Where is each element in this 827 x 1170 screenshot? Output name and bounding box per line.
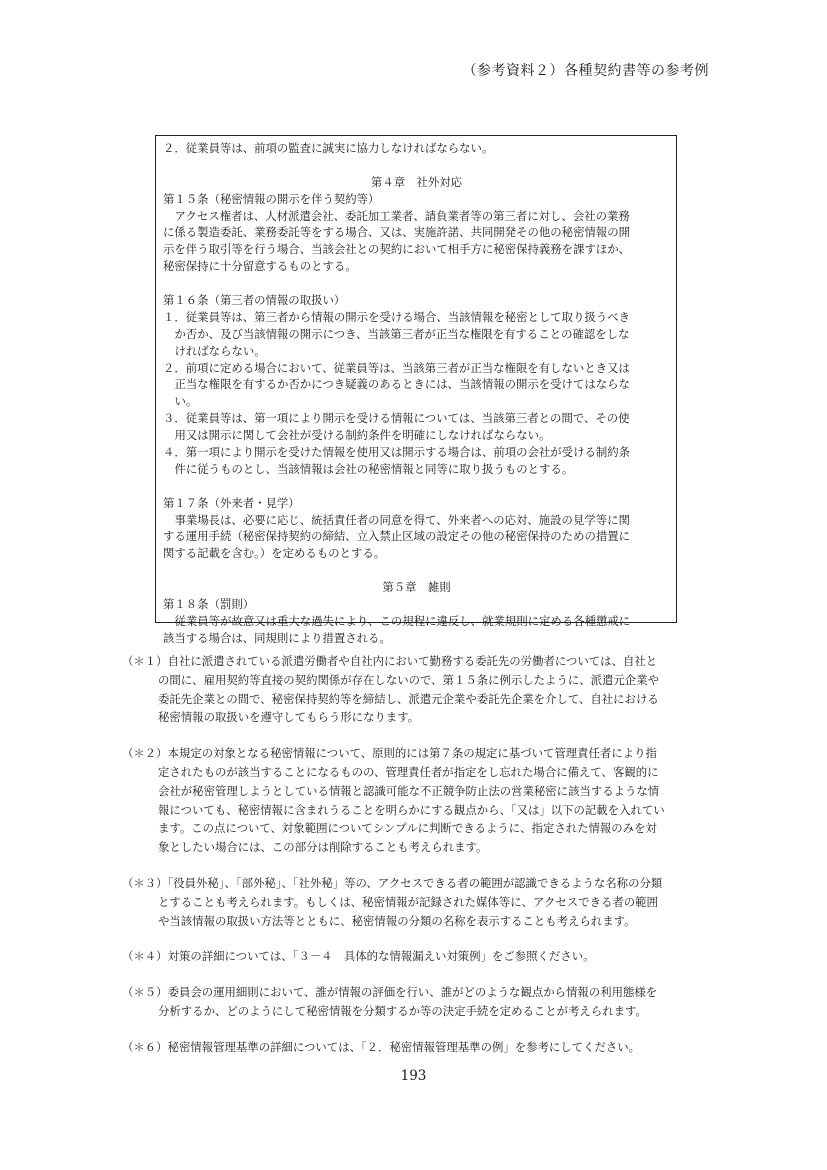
page-number: 193 bbox=[400, 1068, 427, 1084]
blank-line bbox=[163, 157, 670, 174]
box-text-line: １．従業員等は、第三者から情報の開示を受ける場合、当該情報を秘密として取り扱うべき bbox=[163, 309, 631, 324]
box-text-line: 用又は開示に関して会社が受ける制約条件を明確にしなければならない。 bbox=[174, 428, 551, 443]
box-text-line: 正当な権限を有するか否かにつき疑義のあるときには、当該情報の開示を受けてはならな bbox=[174, 377, 630, 392]
box-text-line: 第１８条（罰則） bbox=[163, 597, 255, 612]
box-text-line: ２．前項に定める場合において、従業員等は、当該第三者が正当な権限を有しないとき又は bbox=[163, 360, 630, 375]
footnote-line: 秘密情報の取扱いを遵守してもらう形になります。 bbox=[158, 710, 420, 725]
footnote-line: （＊２）本規定の対象となる秘密情報について、原則的には第７条の規定に基づいて管理責任者により指 bbox=[122, 746, 657, 761]
regulation-excerpt-box bbox=[155, 135, 677, 645]
footnote-line: （＊６）秘密情報管理基準の詳細については、「２．秘密情報管理基準の例」を参考にしてください。 bbox=[122, 1039, 641, 1054]
footnote bbox=[122, 947, 714, 966]
footnote-line: （＊４）対策の詳細については、「３－４ 具体的な情報漏えい対策例」をご参照ください。 bbox=[122, 949, 595, 964]
blank-line bbox=[163, 275, 670, 292]
footnote-line: （＊５）委員会の運用細則において、誰が情報の評価を行い、誰がどのような観点から情報の利用態様を bbox=[122, 985, 658, 1000]
footnote-line: とすることも考えられます。もしくは、秘密情報が記録された媒体等に、アクセスできる者の範囲 bbox=[158, 894, 658, 909]
box-text-line: 該当する場合は、同規則により措置される。 bbox=[163, 630, 391, 645]
box-text-line: ３．従業員等は、第一項により開示を受ける情報については、当該第三者との間で、その使 bbox=[163, 411, 630, 426]
footnote-line: ます。この点について、対象範囲についてシンプルに判断できるように、指定された情報のみを対 bbox=[158, 821, 657, 836]
box-text-line: 事業場長は、必要に応じ、統括責任者の同意を得て、外来者への応対、施設の見学等に関 bbox=[174, 512, 630, 527]
box-text-line: する運用手続（秘密保持契約の締結、立入禁止区域の設定その他の秘密保持のための措置に bbox=[163, 529, 631, 544]
chapter-heading: 第４章 社外対応 bbox=[370, 174, 463, 189]
footnote bbox=[122, 874, 714, 930]
box-text-line: ければならない。 bbox=[174, 343, 266, 358]
chapter-heading: 第５章 雑則 bbox=[382, 580, 451, 595]
box-text-line: に係る製造委託、業務委託等をする場合、又は、実施許諾、共同開発その他の秘密情報の開 bbox=[163, 225, 631, 240]
box-text-line: ２．従業員等は、前項の監査に誠実に協力しなければならない。 bbox=[163, 141, 494, 155]
footnote-line: 会社が秘密管理しようとしている情報と認識可能な不正競争防止法の営業秘密に該当するような情 bbox=[158, 783, 660, 798]
box-text-line: 従業員等が故意又は重大な過失により、この規程に違反し、就業規則に定める各種懲戒に bbox=[174, 613, 631, 628]
footnote-line: や当該情報の取扱い方法等とともに、秘密情報の分類の名称を表示することも考えられます。 bbox=[158, 913, 636, 928]
box-text-line: アクセス権者は、人材派遣会社、委託加工業者、請負業者等の第三者に対し、会社の業務 bbox=[174, 208, 630, 223]
footnotes bbox=[122, 652, 714, 1074]
footnote-line: （＊１）自社に派遣されている派遣労働者や自社内において勤務する委託先の労働者については、自社と bbox=[122, 654, 658, 668]
footnote-line: 象としたい場合には、この部分は削除することも考えられます。 bbox=[158, 840, 488, 855]
blank-line bbox=[163, 478, 670, 495]
footnote-line: 定されたものが該当することになるものの、管理責任者が指定をし忘れた場合に備えて、客観的に bbox=[158, 764, 659, 779]
footnote-line: 報についても、秘密情報に含まれうることを明らかにする観点から、「又は」以下の記載を入れてい bbox=[158, 802, 665, 817]
box-text-line: ４．第一項により開示を受けた情報を使用又は開示する場合は、前項の会社が受ける制約条 bbox=[163, 445, 631, 460]
blank-line bbox=[163, 562, 670, 579]
box-text-line: か否か、及び当該情報の開示につき、当該第三者が正当な権限を有することの確認をしな bbox=[174, 326, 630, 341]
footnote bbox=[122, 652, 714, 727]
footnote bbox=[122, 983, 714, 1021]
box-text-line: 第１５条（秘密情報の開示を伴う契約等） bbox=[163, 191, 380, 206]
page-header: （参考資料２）各種契約書等の参考例 bbox=[462, 63, 709, 79]
footnote-line: 委託先企業との間で、秘密保持契約等を締結し、派遣元企業や委託先企業を介して、自社における bbox=[158, 691, 659, 706]
box-text-line: 関する記載を含む。）を定めるものとする。 bbox=[163, 546, 386, 561]
footnote bbox=[122, 744, 714, 857]
box-text-line: 件に従うものとし、当該情報は会社の秘密情報と同等に取り扱うものとする。 bbox=[174, 461, 574, 476]
box-text-line: い。 bbox=[174, 394, 198, 409]
box-text-line: 示を伴う取引等を行う場合、当該会社との契約において相手方に秘密保持義務を課すほか、 bbox=[163, 242, 631, 257]
footnote-line: の間に、雇用契約等直接の契約関係が存在しないので、第１５条に例示したように、派遣元企業や bbox=[158, 672, 659, 687]
footnote bbox=[122, 1038, 714, 1057]
footnote-line: （＊３）「役員外秘」、「部外秘」、「社外秘」等の、アクセスできる者の範囲が認識できるような名称の分類 bbox=[122, 875, 663, 890]
box-text-line: 第１６条（第三者の情報の取扱い） bbox=[163, 293, 346, 308]
box-text-line: 第１７条（外来者・見学） bbox=[163, 495, 300, 510]
box-text-line: 秘密保持に十分留意するものとする。 bbox=[163, 259, 357, 274]
footnote-line: 分析するか、どのようにして秘密情報を分類するか等の決定手続を定めることが考えられます。 bbox=[158, 1003, 647, 1018]
